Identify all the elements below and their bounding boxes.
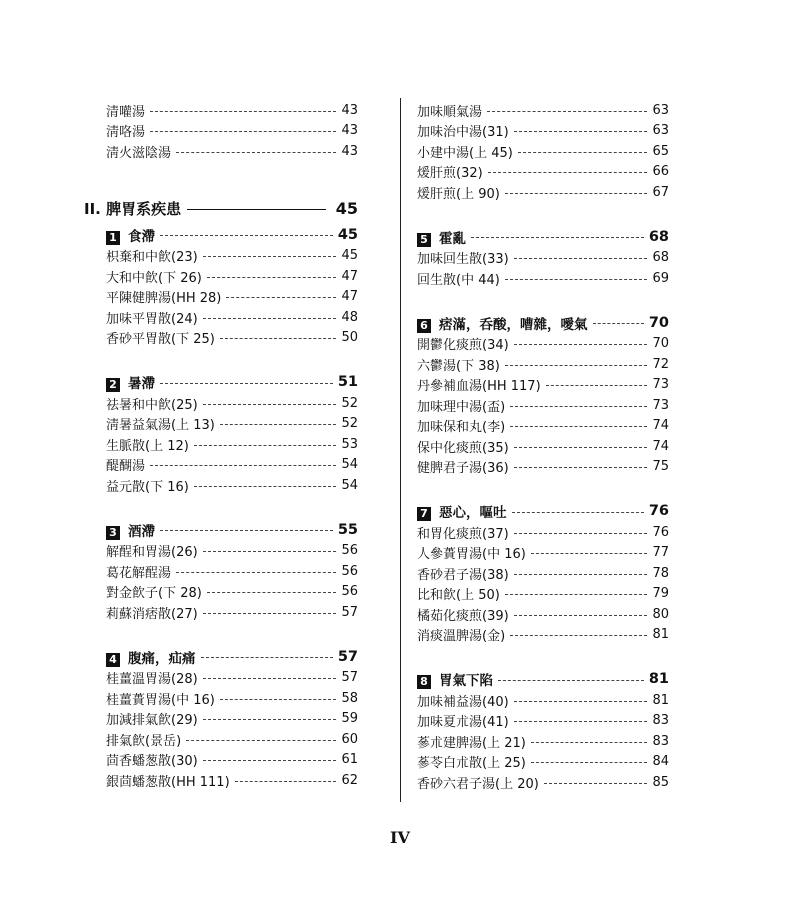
dot-leader xyxy=(593,323,644,324)
toc-entry-page: 56 xyxy=(341,563,358,579)
dot-leader xyxy=(514,131,648,132)
toc-entry[interactable] xyxy=(417,248,669,269)
chapter-heading[interactable] xyxy=(84,196,358,222)
toc-entry-page: 84 xyxy=(652,754,669,770)
dot-leader xyxy=(235,781,337,782)
toc-entry-title: 排氣飮(景岳) xyxy=(106,733,182,749)
section-heading[interactable] xyxy=(417,500,669,522)
toc-entry-page: 60 xyxy=(341,731,358,747)
dot-leader xyxy=(203,760,337,761)
column-divider xyxy=(400,98,401,802)
section-title-wrap xyxy=(106,520,155,540)
dot-leader xyxy=(203,613,337,614)
toc-entry-title: 蔘苓白朮散(上 25) xyxy=(417,756,526,772)
toc-entry-title: 平陳健脾湯(HH 28) xyxy=(106,291,222,307)
dot-leader xyxy=(514,467,648,468)
dot-leader xyxy=(471,237,644,238)
toc-entry-title: 開鬱化痰煎(34) xyxy=(417,338,509,354)
toc-entry[interactable] xyxy=(417,563,669,584)
section-title: 酒滯 xyxy=(128,523,155,540)
toc-entry-title: 加味順氣湯 xyxy=(417,104,483,120)
dot-leader xyxy=(150,131,336,132)
toc-entry-page: 65 xyxy=(652,143,669,159)
dot-leader xyxy=(546,385,648,386)
toc-entry-title: 加味補益湯(40) xyxy=(417,694,509,710)
toc-entry-title: 健脾君子湯(36) xyxy=(417,461,509,477)
dot-leader xyxy=(531,742,648,743)
toc-entry[interactable] xyxy=(417,121,669,142)
toc-entry-page: 52 xyxy=(341,395,358,411)
chapter-title: II. 脾胃系疾患 xyxy=(84,200,182,218)
dot-leader xyxy=(488,172,648,173)
section-page: 45 xyxy=(337,226,358,243)
toc-entry[interactable] xyxy=(106,582,358,603)
toc-entry-title: 醍醐湯 xyxy=(106,459,146,475)
dot-leader xyxy=(505,279,648,280)
toc-entry-page: 70 xyxy=(652,336,669,352)
section-title-wrap xyxy=(106,225,155,245)
toc-entry[interactable] xyxy=(106,100,358,121)
toc-entry-title: 葛花解酲湯 xyxy=(106,565,172,581)
toc-entry[interactable] xyxy=(106,475,358,496)
toc-entry-title: 丹參補血湯(HH 117) xyxy=(417,379,541,395)
section-page: 70 xyxy=(648,314,669,331)
dot-leader xyxy=(220,338,337,339)
toc-entry-page: 63 xyxy=(652,102,669,118)
toc-entry-title: 香砂平胃散(下 25) xyxy=(106,332,215,348)
section-title: 胃氣下陷 xyxy=(439,673,493,689)
toc-entry-page: 56 xyxy=(341,543,358,559)
toc-entry-title: 香砂六君子湯(上 20) xyxy=(417,776,539,792)
toc-entry-title: 枳棄和中飮(23) xyxy=(106,250,198,266)
toc-entry-page: 68 xyxy=(652,250,669,266)
toc-entry-title: 大和中飮(下 26) xyxy=(106,270,202,286)
section-heading[interactable] xyxy=(417,226,669,248)
toc-entry-page: 73 xyxy=(652,397,669,413)
dot-leader xyxy=(220,424,337,425)
toc-entry-title: 銀茴蟠葱散(HH 111) xyxy=(106,774,230,790)
section-heading[interactable] xyxy=(417,668,669,690)
section-number-badge: 1 xyxy=(106,231,120,245)
dot-leader xyxy=(203,678,337,679)
toc-entry[interactable] xyxy=(417,334,669,355)
toc-entry[interactable] xyxy=(106,602,358,623)
dot-leader xyxy=(176,572,336,573)
toc-entry-title: 祛暑和中飮(25) xyxy=(106,397,198,413)
section-number-badge: 4 xyxy=(106,653,120,667)
toc-entry-title: 加味保和丸(李) xyxy=(417,420,506,436)
toc-entry-title: 人參蕢胃湯(中 16) xyxy=(417,547,526,563)
dot-leader xyxy=(207,592,337,593)
toc-entry-title: 保中化痰煎(35) xyxy=(417,440,509,456)
toc-entry[interactable] xyxy=(417,772,669,793)
toc-entry-page: 74 xyxy=(652,438,669,454)
section-number-badge: 7 xyxy=(417,507,431,521)
toc-entry[interactable] xyxy=(106,688,358,709)
dot-leader xyxy=(505,365,648,366)
toc-entry[interactable] xyxy=(106,266,358,287)
toc-entry-page: 47 xyxy=(341,268,358,284)
section-title: 霍亂 xyxy=(439,230,466,247)
toc-entry[interactable] xyxy=(417,416,669,437)
toc-entry-page: 74 xyxy=(652,418,669,434)
toc-entry-title: 淸火滋陰湯 xyxy=(106,145,172,161)
toc-entry-title: 對金飮子(下 28) xyxy=(106,586,202,602)
section-title-wrap xyxy=(417,227,466,247)
toc-entry[interactable] xyxy=(106,455,358,476)
toc-entry[interactable] xyxy=(106,729,358,750)
dot-leader xyxy=(510,426,647,427)
toc-entry-title: 益元散(下 16) xyxy=(106,479,189,495)
toc-entry-page: 57 xyxy=(341,604,358,620)
toc-entry-page: 66 xyxy=(652,164,669,180)
toc-entry[interactable] xyxy=(417,100,669,121)
toc-entry-page: 83 xyxy=(652,713,669,729)
toc-entry[interactable] xyxy=(417,731,669,752)
toc-entry-page: 54 xyxy=(341,457,358,473)
toc-entry-page: 58 xyxy=(341,690,358,706)
toc-entry-page: 54 xyxy=(341,477,358,493)
section-page: 57 xyxy=(337,648,358,665)
toc-entry[interactable] xyxy=(417,354,669,375)
toc-entry[interactable] xyxy=(106,561,358,582)
toc-entry[interactable] xyxy=(106,307,358,328)
dot-leader xyxy=(505,193,648,194)
toc-column-left xyxy=(84,100,358,791)
dot-leader xyxy=(531,762,648,763)
section-page: 55 xyxy=(337,521,358,538)
toc-entry-page: 79 xyxy=(652,586,669,602)
section-heading[interactable] xyxy=(417,312,669,334)
toc-entry-title: 比和飮(上 50) xyxy=(417,588,500,604)
dot-leader xyxy=(514,574,648,575)
toc-entry[interactable] xyxy=(417,268,669,289)
dot-leader xyxy=(514,721,648,722)
dot-leader xyxy=(514,615,648,616)
toc-entry[interactable] xyxy=(417,584,669,605)
toc-entry[interactable] xyxy=(417,141,669,162)
section-title-wrap xyxy=(417,501,507,521)
section-heading[interactable] xyxy=(106,646,358,668)
toc-entry[interactable] xyxy=(417,711,669,732)
toc-entry-title: 加減排氣飮(29) xyxy=(106,713,198,729)
toc-entry[interactable] xyxy=(106,541,358,562)
toc-entry-page: 57 xyxy=(341,670,358,686)
dot-leader xyxy=(207,277,337,278)
section-heading[interactable] xyxy=(106,519,358,541)
dot-leader xyxy=(514,447,648,448)
toc-entry-page: 48 xyxy=(341,309,358,325)
dot-leader xyxy=(514,258,648,259)
section-title: 惡心，嘔吐 xyxy=(439,505,507,521)
toc-entry-title: 回生散(中 44) xyxy=(417,272,500,288)
toc-entry[interactable] xyxy=(106,709,358,730)
toc-entry-page: 83 xyxy=(652,733,669,749)
toc-entry[interactable] xyxy=(417,543,669,564)
toc-entry-title: 加味治中湯(31) xyxy=(417,125,509,141)
toc-entry-title: 香砂君子湯(38) xyxy=(417,567,509,583)
toc-entry-title: 加味平胃散(24) xyxy=(106,311,198,327)
section-heading[interactable] xyxy=(106,371,358,393)
dot-leader xyxy=(160,235,333,236)
toc-entry-page: 77 xyxy=(652,545,669,561)
dot-leader xyxy=(505,594,648,595)
toc-entry[interactable] xyxy=(106,770,358,791)
toc-entry-page: 43 xyxy=(341,102,358,118)
toc-entry[interactable] xyxy=(417,162,669,183)
dot-leader xyxy=(514,344,648,345)
toc-entry[interactable] xyxy=(417,690,669,711)
toc-entry[interactable] xyxy=(417,436,669,457)
toc-entry-title: 蔘朮建脾湯(上 21) xyxy=(417,735,526,751)
toc-entry-page: 59 xyxy=(341,711,358,727)
dot-leader xyxy=(510,635,647,636)
section-page: 76 xyxy=(648,503,669,519)
toc-entry-title: 加味夏朮湯(41) xyxy=(417,715,509,731)
page-number: IV xyxy=(390,828,410,847)
toc-entry[interactable] xyxy=(417,604,669,625)
toc-entry-page: 67 xyxy=(652,184,669,200)
toc-entry-page: 85 xyxy=(652,774,669,790)
dot-leader xyxy=(176,152,336,153)
toc-entry-title: 加味理中湯(盃) xyxy=(417,399,506,415)
toc-entry-title: 桂薑溫胃湯(28) xyxy=(106,672,198,688)
toc-entry-title: 橘茹化痰煎(39) xyxy=(417,608,509,624)
toc-column-right xyxy=(417,100,669,793)
toc-entry[interactable] xyxy=(106,328,358,349)
toc-entry-page: 76 xyxy=(652,524,669,540)
toc-entry-page: 52 xyxy=(341,416,358,432)
section-number-badge: 6 xyxy=(417,319,431,333)
section-page: 51 xyxy=(337,374,358,390)
toc-entry-page: 53 xyxy=(341,436,358,452)
toc-entry-title: 加味回生散(33) xyxy=(417,252,509,268)
dot-leader xyxy=(220,699,337,700)
toc-entry[interactable] xyxy=(106,287,358,308)
toc-entry[interactable] xyxy=(106,434,358,455)
toc-entry-page: 63 xyxy=(652,123,669,139)
toc-entry-title: 解酲和胃湯(26) xyxy=(106,545,198,561)
section-title: 痞滿，呑酸，嘈雜，噯氣 xyxy=(439,316,588,333)
toc-entry[interactable] xyxy=(106,141,358,162)
dot-leader xyxy=(518,152,648,153)
section-page: 81 xyxy=(648,671,669,687)
toc-entry-title: 和胃化痰煎(37) xyxy=(417,526,509,542)
toc-entry-page: 69 xyxy=(652,270,669,286)
toc-entry-page: 78 xyxy=(652,565,669,581)
section-title-wrap xyxy=(106,647,196,667)
dot-leader xyxy=(194,445,337,446)
dot-leader xyxy=(226,297,336,298)
toc-entry-title: 六鬱湯(下 38) xyxy=(417,358,500,374)
section-title: 暑滯 xyxy=(128,376,155,392)
toc-entry[interactable] xyxy=(106,750,358,771)
toc-entry-title: 煖肝煎(32) xyxy=(417,166,483,182)
toc-entry-page: 81 xyxy=(652,627,669,643)
toc-entry-page: 62 xyxy=(341,772,358,788)
toc-entry[interactable] xyxy=(417,182,669,203)
chapter-rule xyxy=(187,209,326,210)
toc-entry[interactable] xyxy=(106,393,358,414)
section-page: 68 xyxy=(648,228,669,245)
dot-leader xyxy=(201,657,333,658)
toc-entry-title: 煖肝煎(上 90) xyxy=(417,186,500,202)
dot-leader xyxy=(544,783,648,784)
toc-entry-title: 小建中湯(上 45) xyxy=(417,145,513,161)
chapter-page: 45 xyxy=(335,199,358,218)
dot-leader xyxy=(203,551,337,552)
toc-entry[interactable] xyxy=(417,375,669,396)
toc-entry-page: 43 xyxy=(341,123,358,139)
dot-leader xyxy=(186,740,336,741)
toc-entry[interactable] xyxy=(417,522,669,543)
dot-leader xyxy=(510,406,647,407)
toc-entry-page: 47 xyxy=(341,289,358,305)
dot-leader xyxy=(512,512,644,513)
toc-entry-title: 清嚾湯 xyxy=(106,104,146,120)
toc-entry-title: 消痰溫脾湯(金) xyxy=(417,629,506,645)
dot-leader xyxy=(160,530,333,531)
toc-entry[interactable] xyxy=(106,246,358,267)
toc-entry-page: 81 xyxy=(652,692,669,708)
dot-leader xyxy=(487,111,647,112)
section-number-badge: 3 xyxy=(106,526,120,540)
dot-leader xyxy=(203,318,337,319)
section-title-wrap xyxy=(106,372,155,392)
dot-leader xyxy=(150,111,336,112)
toc-entry-title: 桂薑蕢胃湯(中 16) xyxy=(106,692,215,708)
toc-entry[interactable] xyxy=(417,457,669,478)
dot-leader xyxy=(203,404,337,405)
section-title-wrap xyxy=(417,313,588,333)
dot-leader xyxy=(498,680,644,681)
dot-leader xyxy=(194,486,337,487)
toc-entry[interactable] xyxy=(417,625,669,646)
section-heading[interactable] xyxy=(106,224,358,246)
toc-entry[interactable] xyxy=(106,668,358,689)
toc-entry-title: 淸暑益氣湯(上 13) xyxy=(106,418,215,434)
section-number-badge: 8 xyxy=(417,675,431,689)
dot-leader xyxy=(514,701,648,702)
toc-entry-title: 莉蘇消痞散(27) xyxy=(106,606,198,622)
section-number-badge: 2 xyxy=(106,378,120,392)
toc-entry-page: 80 xyxy=(652,606,669,622)
toc-entry[interactable] xyxy=(106,121,358,142)
dot-leader xyxy=(160,383,333,384)
section-number-badge: 5 xyxy=(417,233,431,247)
toc-entry-page: 72 xyxy=(652,356,669,372)
toc-entry-title: 茴香蟠葱散(30) xyxy=(106,754,198,770)
dot-leader xyxy=(203,256,337,257)
section-title: 食滯 xyxy=(128,228,155,245)
dot-leader xyxy=(514,533,648,534)
section-title-wrap xyxy=(417,669,493,689)
dot-leader xyxy=(150,465,336,466)
toc-entry-title: 生脈散(上 12) xyxy=(106,438,189,454)
toc-entry[interactable] xyxy=(417,395,669,416)
toc-entry[interactable] xyxy=(106,414,358,435)
toc-entry-page: 75 xyxy=(652,459,669,475)
toc-entry[interactable] xyxy=(417,752,669,773)
toc-entry-page: 61 xyxy=(341,752,358,768)
toc-entry-page: 43 xyxy=(341,143,358,159)
toc-entry-title: 淸咯湯 xyxy=(106,125,146,141)
toc-entry-page: 45 xyxy=(341,248,358,264)
toc-entry-page: 56 xyxy=(341,584,358,600)
toc-entry-page: 50 xyxy=(341,330,358,346)
dot-leader xyxy=(203,719,337,720)
dot-leader xyxy=(531,553,648,554)
section-title: 腹痛，疝痛 xyxy=(128,650,196,667)
toc-entry-page: 73 xyxy=(652,377,669,393)
